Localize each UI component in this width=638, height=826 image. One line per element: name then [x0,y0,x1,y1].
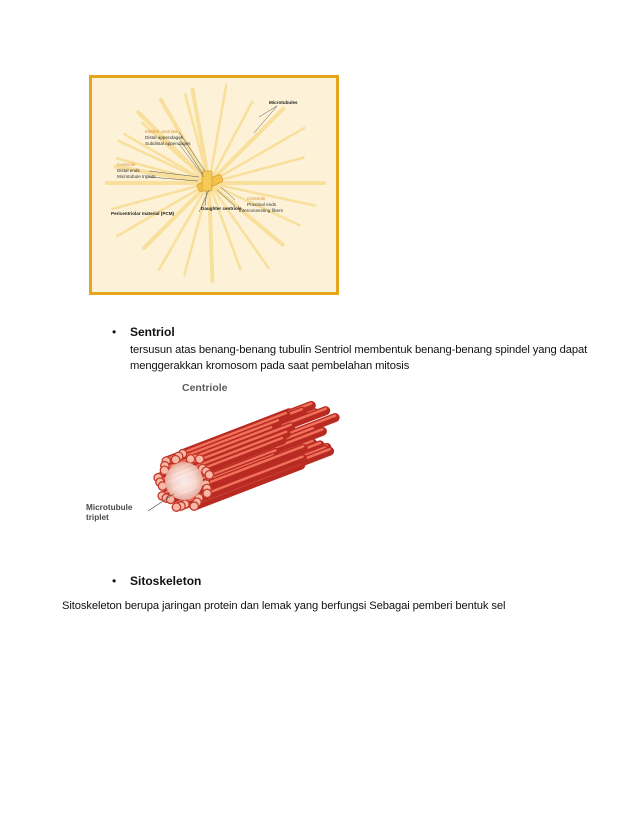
label-distal-ends: Distal ends [117,168,140,173]
label-distal-appendages: Distal appendages [145,135,184,140]
centriole-bundle-illustration [82,378,340,550]
label-mother-centriole: Mother centriole [145,129,178,134]
microtubule-end [195,455,203,463]
heading-sentriol: Sentriol [130,325,175,339]
microtubule-end [203,489,211,497]
label-microtubule-triplets: Microtubule triplets [117,174,156,179]
sentriol-description-line-2: menggerakkan kromosom pada saat pembelahan mitosis [130,360,410,372]
microtubule-end [186,455,194,463]
label-proximal-ends: Proximal ends [247,202,277,207]
label-centriole-left: Centriole [117,162,136,167]
microtubule-end [171,455,179,463]
bullet-sentriol: • [112,325,117,339]
microtubule-end [172,503,180,511]
microtubule-end [190,502,198,510]
centrosome-diagram [89,75,339,295]
sitoskeleton-description: Sitoskeleton berupa jaringan protein dan lemak yang berfungsi Sebagai pemberi bentuk sel [62,600,506,612]
label-triplet: triplet [86,513,109,522]
sentriol-description-line-1: tersusun atas benang-benang tubulin Sentriol membentuk benang-benang spindel yang dapat [130,344,588,356]
centriole-lumen [165,462,203,500]
heading-sitoskeleton: Sitoskeleton [130,574,202,588]
label-daughter-centriole: Daughter centriole [201,206,242,211]
label-microtubule: Microtubule [86,503,133,512]
label-subdistal-appendages: Subdistal appendages [145,141,191,146]
bullet-sitoskeleton: • [112,574,117,588]
label-centriole-right: Centriole [247,196,266,201]
label-microtubules: Microtubules [269,100,298,105]
centriole-title: Centriole [182,382,228,394]
label-interconnecting-fibers: Interconnecting fibers [239,208,283,213]
label-pcm: Pericentriolar material (PCM) [111,211,175,216]
microtubule-end [205,471,213,479]
